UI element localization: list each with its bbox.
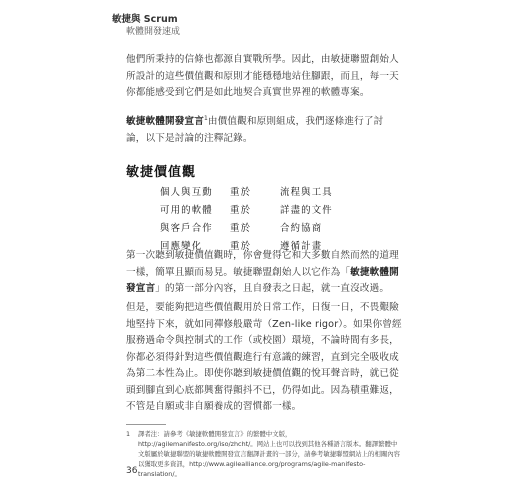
page-number: 36 — [126, 466, 138, 476]
footnote-number: 1 — [126, 430, 131, 438]
header-subtitle: 軟體開發速成 — [126, 27, 181, 37]
manifesto-values — [160, 184, 370, 256]
paragraph-3-text: 第一次聽到敏捷價值觀時，你會覺得它和大多數自然而然的道理一樣，簡單且顯而易見。敏捷聯盟創始人以它作為「 — [126, 250, 399, 278]
value-preferred: 個人與互動 — [160, 187, 213, 198]
footnote — [126, 429, 402, 479]
running-header — [112, 14, 180, 38]
value-preferred: 可用的軟體 — [160, 205, 213, 216]
body-paragraph-4: 但是，要能夠把這些價值觀用於日常工作，日復一日，不畏艱險地堅持下來，就如同禪修般嚴苛（Zen-like rigor）。如果你曾經服務過命令與控制式的工作（或校園）環境，不論時間有多長，你都必須得針對這些價值觀進行有意識的練習，直到完全吸收成為第二本性為止。即使你聽到敏捷價值觀的悅耳聲音時，就已從頭到腳直到心底都興奮得顫抖不已，仍得如此。因為積重難返，不管是自願或非自願養成的習慣都一樣。 — [126, 302, 402, 412]
footnote-divider — [126, 424, 166, 425]
value-less: 流程與工具 — [280, 187, 333, 198]
value-less: 詳盡的文件 — [280, 205, 333, 216]
body-paragraph-1: 他們所秉持的信條也都源自實戰所學。因此，由敏捷聯盟創始人所設計的這些價值觀和原則才能穩穩地站住腳跟，而且，每一天你都能感受到它們是如此地契合真實世界裡的軟體專案。 — [126, 54, 399, 98]
value-less: 合約協商 — [280, 223, 323, 234]
section-heading: 敏捷價值觀 — [126, 165, 197, 180]
paragraph-2-text: 由價值觀和原則組成，我們逐條進行了討論，以下是討論的注釋記錄。 — [126, 116, 384, 144]
value-over: 重於 — [230, 223, 252, 234]
footnote-reference: 1 — [203, 115, 208, 122]
manifesto-name-highlight: 敏捷軟體開發宣言 — [126, 266, 399, 294]
header-book-title: 敏捷與 Scrum — [112, 14, 178, 25]
body-paragraph-3 — [126, 248, 402, 298]
value-over: 重於 — [230, 205, 252, 216]
manifesto-row — [160, 220, 370, 238]
manifesto-row — [160, 184, 370, 202]
value-over: 重於 — [230, 241, 252, 252]
value-over: 重於 — [230, 187, 252, 198]
body-paragraph-2 — [126, 111, 402, 147]
value-preferred: 與客戶合作 — [160, 223, 213, 234]
manifesto-row — [160, 202, 370, 220]
value-preferred: 回應變化 — [160, 241, 203, 252]
footnote-text: 譯者注：請參考《敏捷軟體開發宣言》的繁體中文版，http://agilemanifesto.org/iso/zhcht/。网站上也可以找到其他各種語言版本。翻譯繁體中文版屬於敏捷聯盟的敏捷軟體開發宣言翻譯計畫的一部分，請參考敏捷聯盟網站上的相關內容以獲取更多資訊，http://www.agilealliance.org/programs/agile-manifesto-translation/。 — [138, 430, 401, 478]
manifesto-name-highlight: 敏捷軟體開發宣言 — [126, 116, 204, 128]
value-less: 遵循計畫 — [280, 241, 323, 252]
paragraph-3-text-end: 」的第一部分內容，且自發表之日起，就一直沒改過。 — [155, 283, 390, 294]
